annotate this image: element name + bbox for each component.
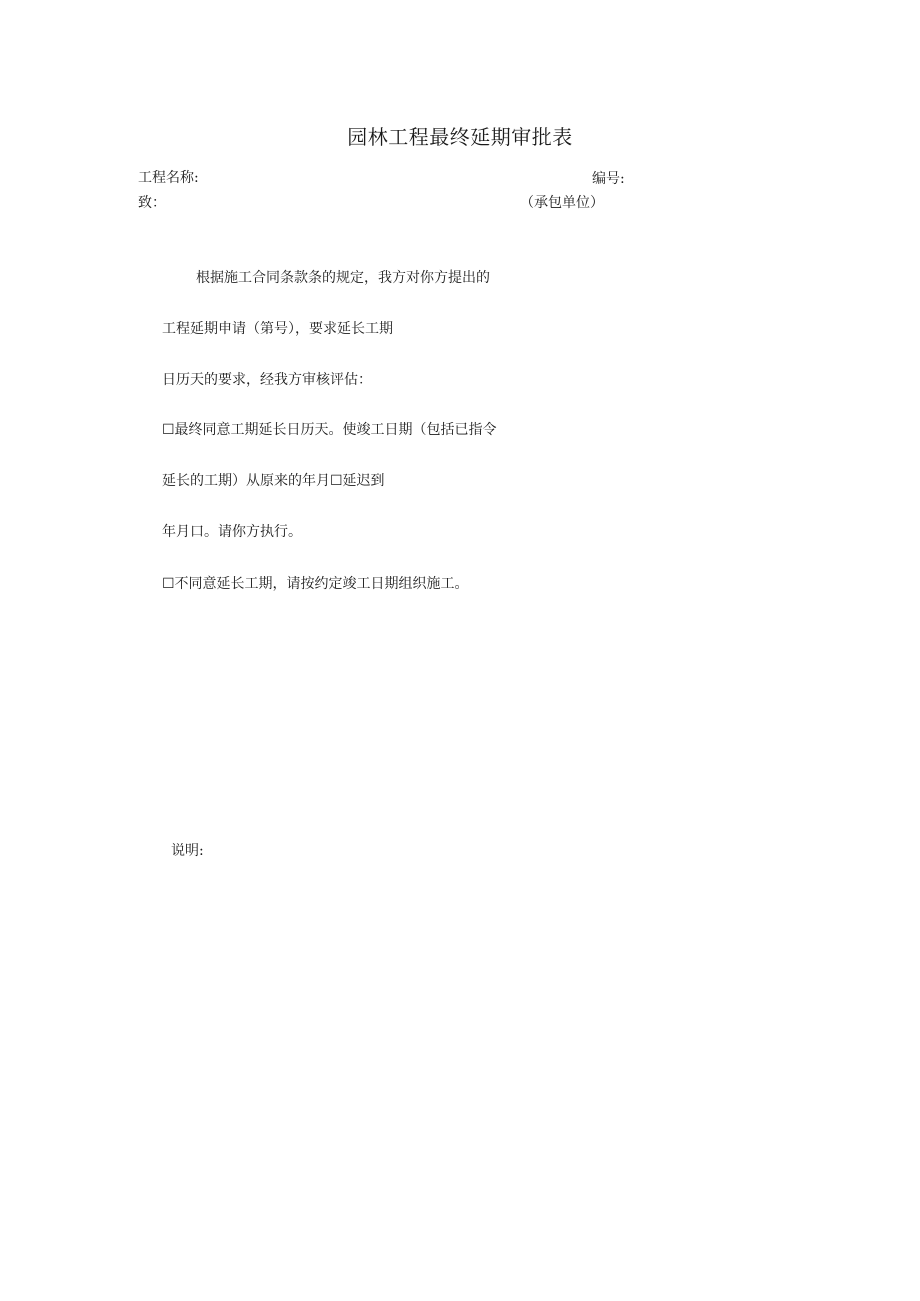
serial-number-label: 编号: xyxy=(592,171,625,187)
reject-option-line: ☐不同意延长工期，请按约定竣工日期组织施工。 xyxy=(162,576,469,592)
project-name-label: 工程名称: xyxy=(138,170,199,186)
body-line-1: 根据施工合同条款条的规定，我方对你方提出的 xyxy=(196,270,490,286)
body-line-2: 工程延期申请（第号），要求延长工期 xyxy=(162,321,393,337)
notes-label: 说明: xyxy=(171,843,204,859)
document-title: 园林工程最终延期审批表 xyxy=(347,125,573,149)
body-line-6: 年月口。请你方执行。 xyxy=(162,524,302,540)
recipient-label: 致： xyxy=(138,195,166,211)
body-line-5: 延长的工期）从原来的年月☐延迟到 xyxy=(162,473,385,489)
body-line-3: 日历天的要求，经我方审核评估： xyxy=(162,372,372,388)
approve-option-line: ☐最终同意工期延长日历天。使竣工日期（包括已指令 xyxy=(162,422,497,438)
contractor-label: （承包单位） xyxy=(520,195,604,211)
